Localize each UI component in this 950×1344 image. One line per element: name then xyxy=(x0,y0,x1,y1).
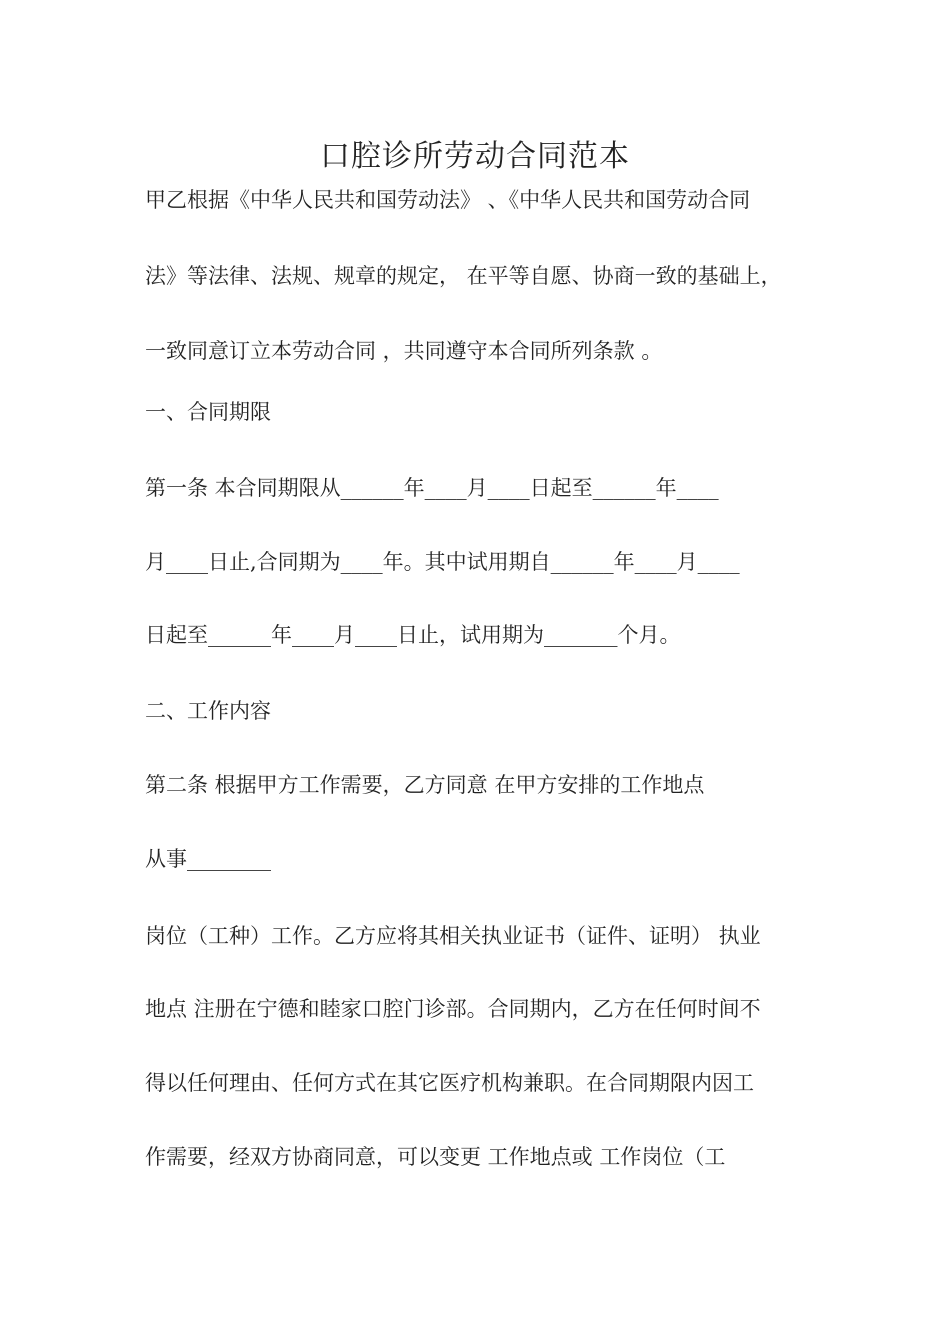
text-line: 得以任何理由、任何方式在其它医疗机构兼职。在合同期限内因工 xyxy=(145,1071,754,1095)
text-line: 从事________ xyxy=(145,847,271,871)
section-heading: 二、工作内容 xyxy=(145,699,271,723)
text-line: 第二条 根据甲方工作需要，乙方同意 在甲方安排的工作地点 xyxy=(145,773,705,797)
text-line: 第一条 本合同期限从______年____月____日起至______年____ xyxy=(145,476,719,500)
text-line: 甲乙根据《中华人民共和国劳动法》 、《中华人民共和国劳动合同 xyxy=(145,188,751,212)
text-line: 月____日止,合同期为____年。其中试用期自______年____月____ xyxy=(145,550,740,574)
text-line: 岗位（工种）工作。乙方应将其相关执业证书（证件、证明） 执业 xyxy=(145,924,761,948)
text-line: 日起至______年____月____日止，试用期为_______个月。 xyxy=(145,623,681,647)
section-heading: 一、合同期限 xyxy=(145,400,271,424)
text-line: 地点 注册在宁德和睦家口腔门诊部。合同期内，乙方在任何时间不 xyxy=(145,997,761,1021)
document-title: 口腔诊所劳动合同范本 xyxy=(320,139,630,174)
text-line: 作需要，经双方协商同意，可以变更 工作地点或 工作岗位（工 xyxy=(145,1145,726,1169)
text-line: 一致同意订立本劳动合同 ，共同遵守本合同所列条款 。 xyxy=(145,339,663,363)
text-line: 法》等法律、法规、规章的规定， 在平等自愿、协商一致的基础上， xyxy=(145,264,782,288)
